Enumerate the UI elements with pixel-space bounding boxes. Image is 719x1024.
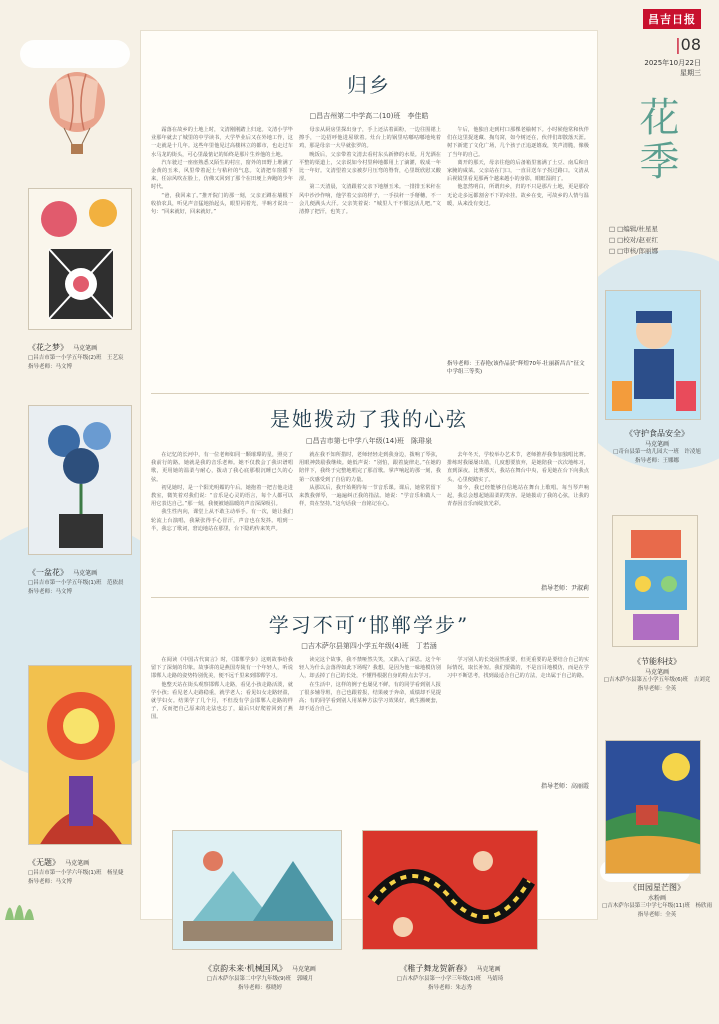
dragon-dance-drawing xyxy=(363,831,538,950)
artwork-image xyxy=(612,515,698,647)
article-title: 学习不可“邯郸学步” xyxy=(268,613,470,637)
artwork-image xyxy=(605,290,701,420)
editor-line: □ □审核/郎丽娜 xyxy=(609,246,701,257)
article-column: 在阅读《中国古代寓言》时，《邯郸学步》这则故事给我留下了深刻的印象。故事讲的是燕国寿陵有一个年轻人，听说邯郸人走路的姿势特别优美，便不远千里来到邯郸学习。 他整天站在街头观察邯郸人走路，看见小孩走路活泼，就学小孩；看见老人走路稳重，就学老人；看见妇女走路轻盈，就学妇女。结果学了几个月，不但没有学会邯郸人走路的样子，反而把自己原来的走法也忘了，最后只好爬着回到了燕国。 xyxy=(151,657,293,721)
hot-air-balloon-icon xyxy=(42,70,112,160)
articles-panel xyxy=(140,30,598,920)
artwork-image xyxy=(28,665,132,845)
editor-line: □ □编辑/杜星星 xyxy=(609,224,701,235)
artwork-caption: 《一盆花》 马克笔画 □昌吉市第一小学五年级(1)班 范依晨 指导老师：马文博 xyxy=(28,568,124,595)
cloud-decoration xyxy=(20,40,130,68)
article-column: 去年冬天，学校举办艺术节，老师推荐我参加独唱比赛。排练时我屡屡出错，几度想要放弃，是她陪我一次次地练习，直到深夜。比赛那天，我站在舞台中央，看见她在台下向我点头，心里便踏实了。 如今，我已经能够自信地站在舞台上歌唱。每当琴声响起，我总会想起她温柔的笑容。是她拨动了我的心弦，让我的青春因音乐而绽放光彩。 xyxy=(447,452,589,508)
article-teacher: 指导老师：高丽霞 xyxy=(540,783,589,790)
mechanical-guofeng-drawing xyxy=(173,831,342,950)
article-column: 母亲从厨房里探出身子，手上还沾着面粉，一边往围裙上擦手，一边招呼他进屋歇着。灶台上的锅里咕嘟咕嘟地炖着鸡，那是母亲一大早就张罗的。 晚饭后，父亲带着文清去看村东头新修的水渠。月光洒在平整的渠道上，父亲说如今村里种地都用上了滴灌，收成一年比一年好。文清望着父亲被岁月压弯的脊背，心里既欣慰又酸涩。 第二天清晨，文清跟着父亲下地掰玉米。一排排玉米秆在风中沙沙作响，他学着父亲的样子，一手扶秆一手掰穗，不一会儿便满头大汗。父亲笑着说：“城里人干不惯这活儿吧。”文清擦了把汗，也笑了。 xyxy=(299,127,441,216)
artwork-image xyxy=(605,740,701,874)
divider xyxy=(151,597,589,598)
pastoral-stars-painting xyxy=(606,741,701,874)
editor-credits xyxy=(609,224,701,257)
artwork-caption: 《京韵未来·机械国风》 马克笔画 □吉木萨尔县第二中学九年级(9)班 郭曦月 指导老师：蔡晓婷 xyxy=(204,964,316,991)
article-column: 就在我不知所措时，老师轻轻走到我身边，拨响了琴弦，用眼神鼓励我继续。她低声说：“别怕，跟着旋律走。”在她的陪伴下，我终于完整地唱完了那首歌。掌声响起的那一刻，我第一次感受到了自信的力量。 从那以后，我开始期待每一节音乐课。课后，她常常留下来教我弹琴，一遍遍纠正我的指法。她说：“学音乐和做人一样，贵在坚持。”这句话我一直铭记在心。 xyxy=(299,452,441,508)
food-safety-drawing xyxy=(606,291,701,420)
article-column: 霜落在故乡的土地上时，文清刚刚踏上归途。文清小学毕业那年就去了城里的中学读书，大学毕业后又在外地工作，这一走就是十几年。这些年里他见过高楼林立的都市，也走过车水马龙的街头，可心里最惦记的始终是那片生养他的土地。 汽车驶过一座座熟悉又陌生的村庄，窗外的田野上堆满了金黄的玉米，风里带着泥土与秸秆的气息。文清把车窗摇下来，任凉风吹在脸上，仿佛又回到了那个在田埂上奔跑的少年时代。 “爸，我回来了。”推开院门的那一刻，父亲正蹲在墙根下收拾农具，听见声音猛地抬起头，眼里闪着光，半晌才说出一句：“回来就好，回来就好。” xyxy=(151,127,293,216)
page-number: |08 xyxy=(675,35,701,54)
issue-weekday: 星期三 xyxy=(680,69,701,77)
artwork-image xyxy=(172,830,342,950)
divider xyxy=(151,393,589,394)
artwork-caption: 《田园星芒图》 水粉画 □吉木萨尔县第三中学七年级(11)班 杨欣雨 指导老师：全英 xyxy=(602,883,712,918)
artwork-image xyxy=(362,830,538,950)
artwork-caption: 《节能科技》 马克笔画 □吉木萨尔县第五小学五年级(6)班 吉刘竞 指导老师：全英 xyxy=(603,657,711,692)
article-column: 在记忆的长河中，有一位老师如同一颗璀璨的星，照亮了我前行的路。她就是我的音乐老师。她不仅教会了我识谱唱歌，更用她的温柔与耐心，拨动了我心底那根沉睡已久的心弦。 初见她时，是一个阳光明媚的午后。她抱着一把吉他走进教室，微笑着对我们说：“音乐是心灵的语言，每个人都可以用它表达自己。”那一刻，我便被她温暖的声音深深吸引。 我生性内向，课堂上从不敢主动举手。有一次，她让我们轮流上台演唱，我紧张得手心冒汗，声音也在发抖。唱到一半，我忘了歌词，窘迫地站在那里，台下隐约传来笑声。 xyxy=(151,452,293,532)
article-column: 午后，他独自走到村口那棵老榆树下。小时候他常和伙伴们在这里捉迷藏、掏鸟窝，如今树还在，伙伴们却散落天涯。树下新建了文化广场，几个孩子正追逐嬉戏，笑声清脆，像极了当年的自己。 离开的那天，母亲往他的后备箱里塞满了土豆、南瓜和自家腌的咸菜。父亲站在门口，一直目送车子拐过路口。文清从后视镜里看见那两个越来越小的身影，眼眶湿润了。 他忽然明白，所谓归乡，归的不只是那片土地，更是那份无论走多远都割舍不下的牵挂。故乡在变，可故乡的人情与温暖，从来没有变过。 xyxy=(447,127,589,207)
flower-dream-drawing xyxy=(29,189,132,330)
article-title: 归乡 xyxy=(347,73,391,97)
article-title: 是她拨动了我的心弦 xyxy=(270,407,468,431)
artwork-image xyxy=(28,405,132,555)
artwork-caption: 《稚子舞龙贺新春》 马克笔画 □吉木萨尔县第一小学三年级(1)班 马婧琦 指导老师：朱志秀 xyxy=(396,964,504,991)
newspaper-brand: 昌吉日报 xyxy=(643,9,701,29)
article-byline: □昌吉州第二中学高二(10)班 李佳皓 xyxy=(309,112,429,120)
article-byline: □昌吉市第七中学八年级(14)班 陈琲泉 xyxy=(306,437,432,445)
untitled-drawing xyxy=(29,666,132,845)
artwork-caption: 《守护食品安全》 马克笔画 □奇台县第一幼儿园大一班 许凌旭 指导老师：王娜娜 xyxy=(613,429,701,464)
masthead xyxy=(621,8,701,78)
artwork-caption: 《花之梦》 马克笔画 □昌吉市第一小学五年级(2)班 王艺宸 指导老师：马文博 xyxy=(28,343,124,370)
article-column: 学习别人的长处固然重要，但更重要的是要结合自己的实际情况，取长补短。我们要做的，不是盲目地模仿，而是在学习中不断思考，找到最适合自己的方法，走出属于自己的路。 xyxy=(447,657,589,680)
article-byline: □吉木萨尔县第四小学五年级(4)班 丁若涵 xyxy=(301,642,437,650)
potted-flower-drawing xyxy=(29,406,132,555)
issue-date: 2025年10月22日 xyxy=(644,59,701,67)
artwork-image xyxy=(28,188,132,330)
artwork-caption: 《无题》 马克笔画 □昌吉市第一小学六年级(1)班 杨星婕 指导老师：马文博 xyxy=(28,858,124,885)
energy-tech-drawing xyxy=(613,516,698,647)
article-column: 读完这个故事，我不禁哑然失笑，又陷入了深思。这个年轻人为什么会落得如此下场呢？我想，是因为他一味地模仿别人，却丢掉了自己的长处，不懂得根据自身的特点去学习。 在生活中，这样的例子也屡见不鲜。有的同学看到别人报了很多辅导班，自己也跟着报，结果疲于奔命，成绩却不见提高；有的同学看到别人用某种方法学习效果好，就生搬硬套，却不适合自己。 xyxy=(299,657,441,713)
section-title: 花季 xyxy=(633,96,679,184)
article-teacher: 指导老师：尹淑莉 xyxy=(540,585,589,592)
article-teacher: 指导老师：王春艳(该作品获“辉煌70年·壮丽新昌吉”征文中学组三等奖) xyxy=(447,361,585,375)
editor-line: □ □校对/赵亚红 xyxy=(609,235,701,246)
